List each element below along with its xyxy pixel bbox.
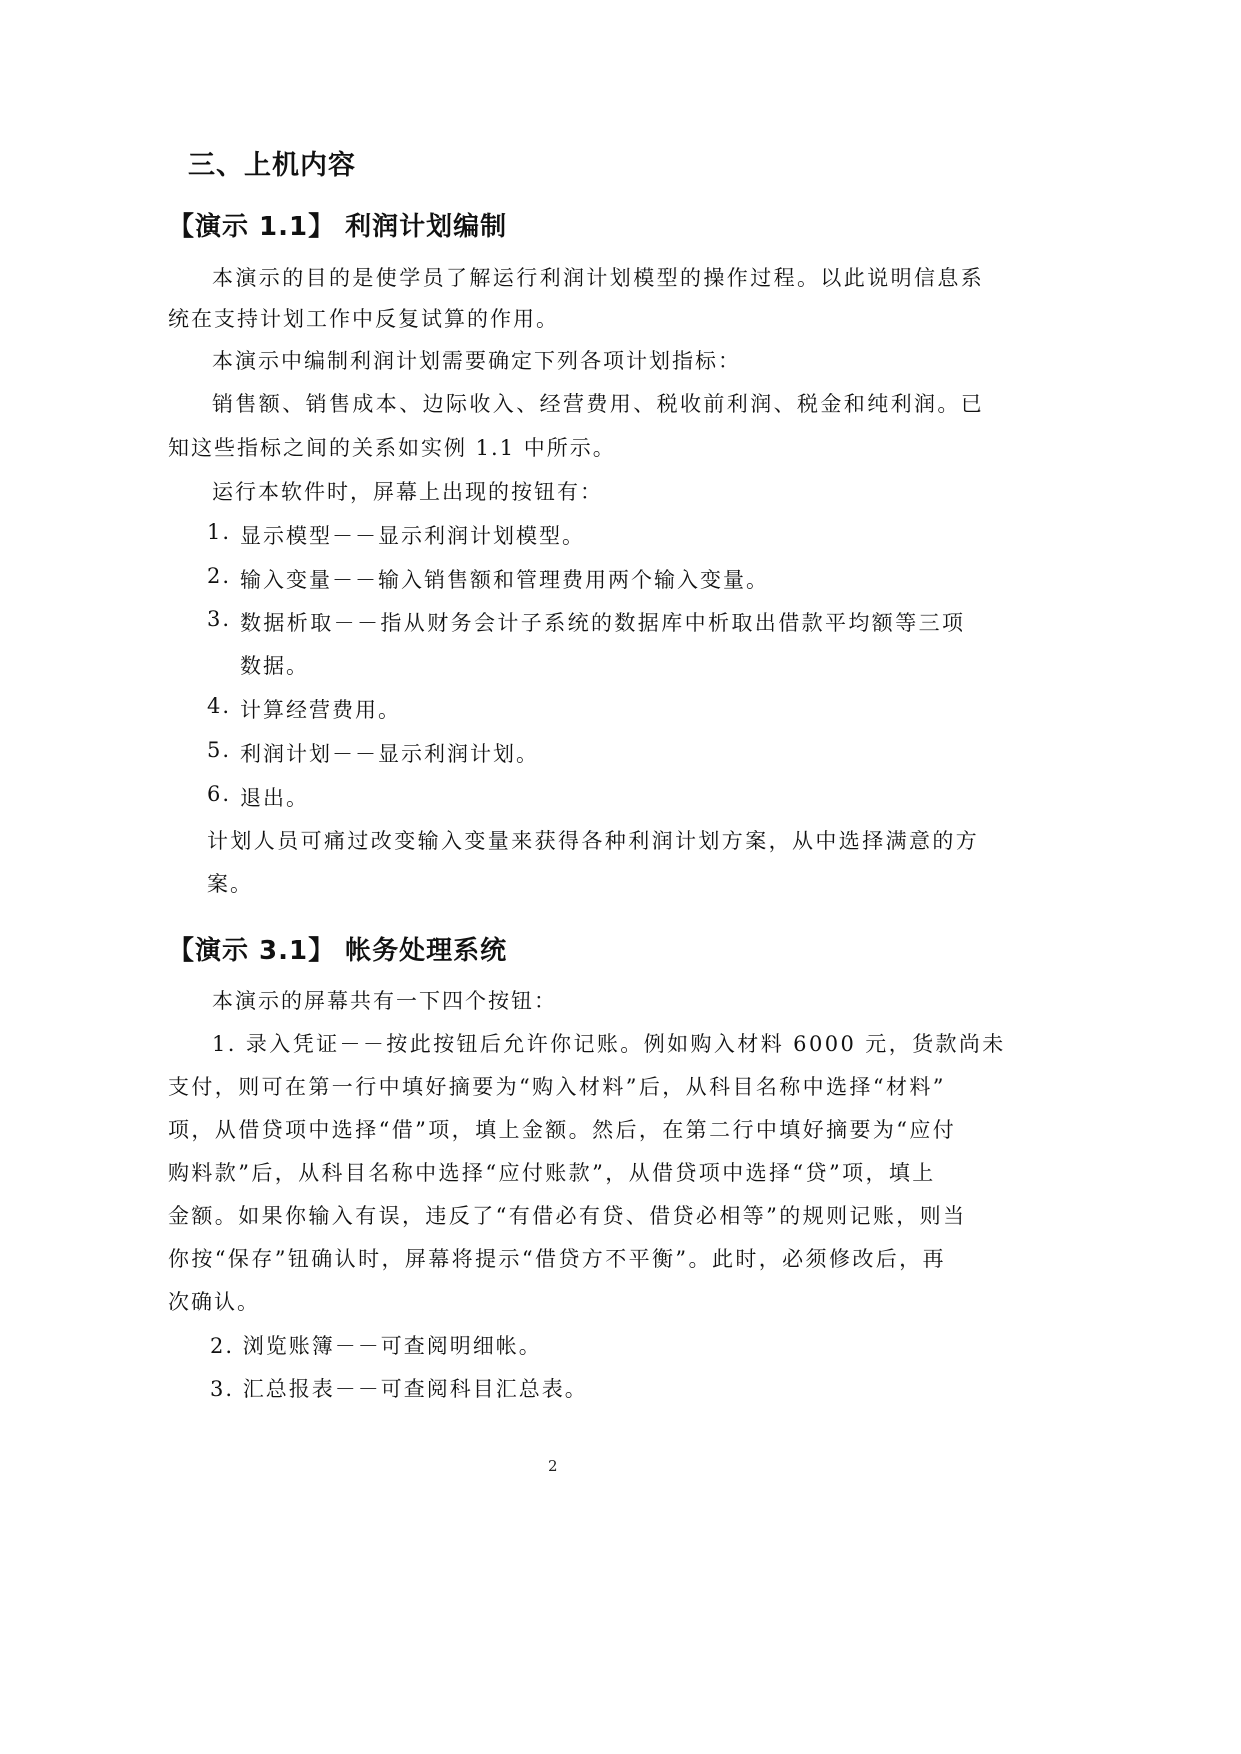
list-item-text: 退出。 bbox=[240, 786, 309, 810]
demo-1-closing-line-2: 案。 bbox=[207, 872, 253, 896]
demo-3-item-1-line: 购料款”后，从科目名称中选择“应付账款”，从借贷项中选择“贷”项，填上 bbox=[168, 1161, 936, 1185]
demo-3-item-1-line: 金额。如果你输入有误，违反了“有借必有贷、借贷必相等”的规则记账，则当 bbox=[168, 1204, 967, 1228]
list-item-number: 6. bbox=[207, 782, 232, 806]
list-item-number: 4. bbox=[207, 694, 232, 718]
demo-1-paragraph-2: 本演示中编制利润计划需要确定下列各项计划指标： bbox=[212, 349, 741, 373]
list-item-number: 5. bbox=[207, 738, 232, 762]
list-item-text: 利润计划－－显示利润计划。 bbox=[240, 742, 539, 766]
list-item-text: 数据析取－－指从财务会计子系统的数据库中析取出借款平均额等三项 bbox=[240, 611, 966, 635]
demo-1-paragraph-4: 运行本软件时，屏幕上出现的按钮有： bbox=[212, 480, 603, 504]
demo-3-item-1-line: 次确认。 bbox=[168, 1290, 260, 1314]
list-item-text: 显示模型－－显示利润计划模型。 bbox=[240, 524, 585, 548]
demo-1-paragraph-3-line-1: 销售额、销售成本、边际收入、经营费用、税收前利润、税金和纯利润。已 bbox=[212, 392, 985, 416]
demo-3-item-2: 2. 浏览账簿－－可查阅明细帐。 bbox=[210, 1334, 542, 1358]
page-number: 2 bbox=[548, 1457, 558, 1475]
demo-1-paragraph-3-line-2: 知这些指标之间的关系如实例 1.1 中所示。 bbox=[168, 436, 616, 460]
list-item-continuation: 数据。 bbox=[240, 654, 309, 678]
demo-3-item-1-line: 项，从借贷项中选择“借”项，填上金额。然后，在第二行中填好摘要为“应付 bbox=[168, 1118, 957, 1142]
demo-1-paragraph-1-line-2: 统在支持计划工作中反复试算的作用。 bbox=[168, 307, 559, 331]
demo-3-item-1-line: 1. 录入凭证－－按此按钮后允许你记账。例如购入材料 6000 元，货款尚未 bbox=[212, 1032, 1006, 1056]
section-heading: 三、上机内容 bbox=[188, 150, 356, 181]
demo-1-closing-line-1: 计划人员可痛过改变输入变量来获得各种利润计划方案，从中选择满意的方 bbox=[207, 829, 980, 853]
list-item-text: 输入变量－－输入销售额和管理费用两个输入变量。 bbox=[240, 568, 769, 592]
list-item-number: 3. bbox=[207, 607, 232, 631]
list-item-number: 1. bbox=[207, 520, 232, 544]
demo-1-heading: 【演示 1.1】 利润计划编制 bbox=[168, 212, 508, 242]
demo-3-item-1-line: 你按“保存”钮确认时，屏幕将提示“借贷方不平衡”。此时，必须修改后，再 bbox=[168, 1247, 946, 1271]
list-item-number: 2. bbox=[207, 564, 232, 588]
demo-3-heading: 【演示 3.1】 帐务处理系统 bbox=[168, 936, 508, 966]
list-item-text: 计算经营费用。 bbox=[240, 698, 401, 722]
demo-1-paragraph-1-line-1: 本演示的目的是使学员了解运行利润计划模型的操作过程。以此说明信息系 bbox=[212, 266, 985, 290]
demo-3-item-3: 3. 汇总报表－－可查阅科目汇总表。 bbox=[210, 1377, 588, 1401]
demo-3-intro: 本演示的屏幕共有一下四个按钮： bbox=[212, 989, 557, 1013]
demo-3-item-1-line: 支付，则可在第一行中填好摘要为“购入材料”后，从科目名称中选择“材料” bbox=[168, 1075, 946, 1099]
